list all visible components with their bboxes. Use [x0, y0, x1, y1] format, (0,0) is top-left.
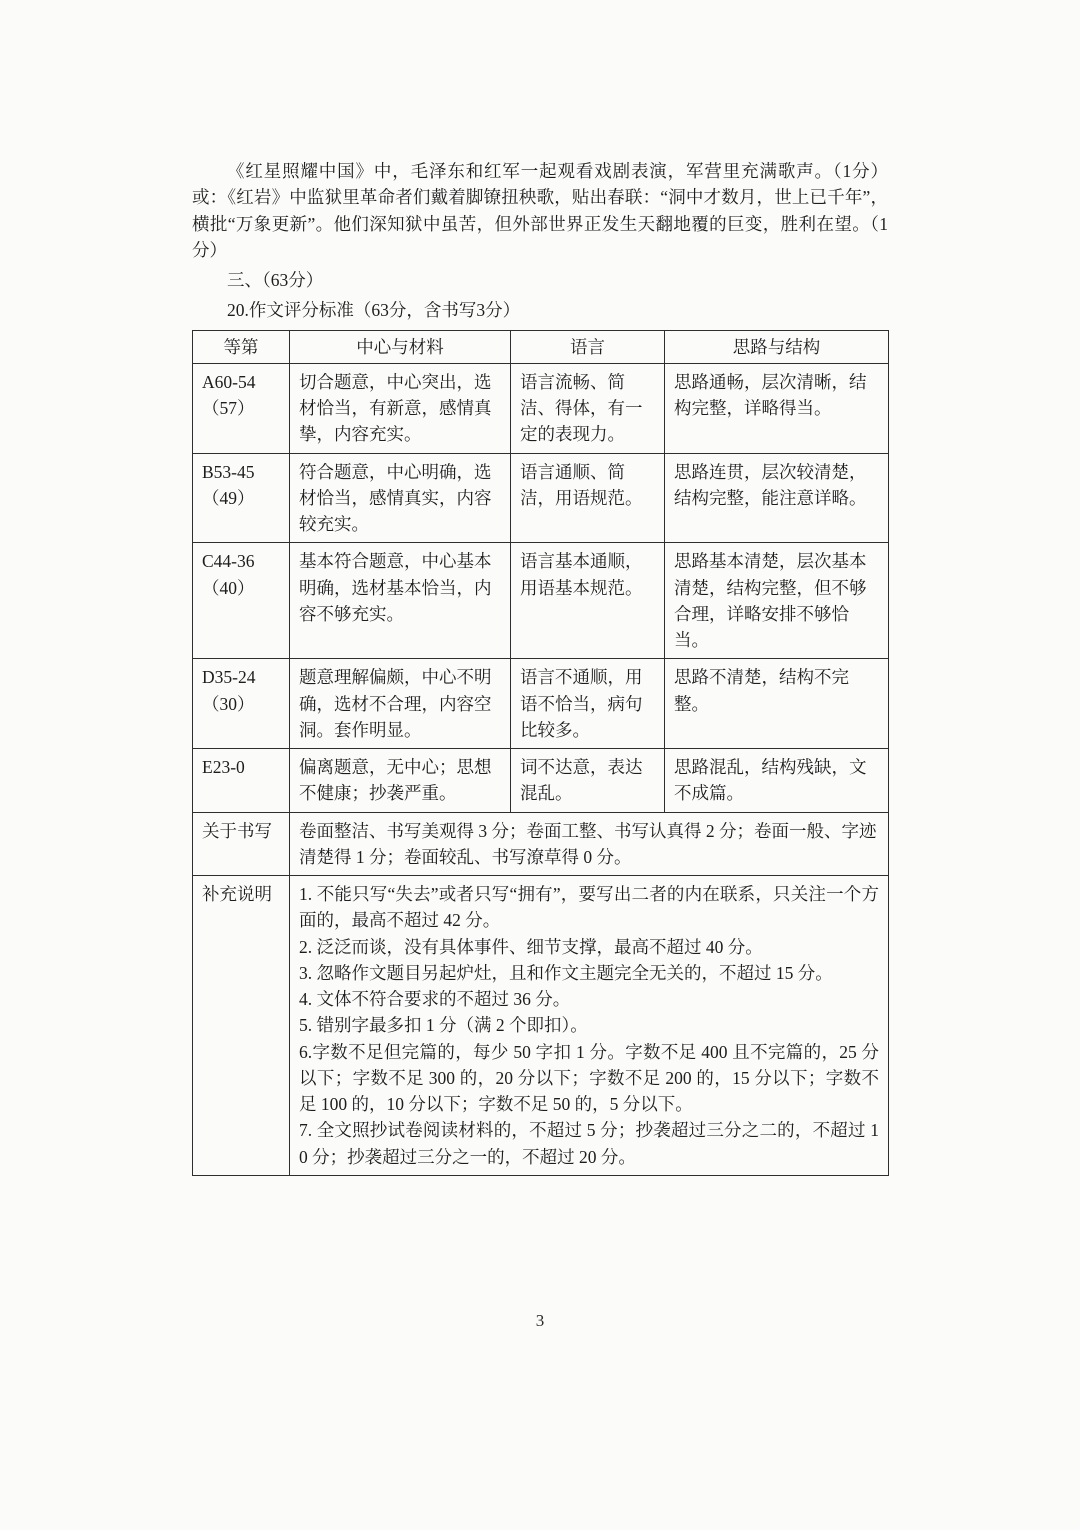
table-row-supplement — [193, 876, 889, 1176]
table-row-grade-c — [193, 543, 889, 659]
scoring-rubric-table — [192, 330, 889, 1176]
material-cell: 切合题意，中心突出，选材恰当，有新意，感情真挚，内容充实。 — [290, 363, 511, 453]
material-cell: 基本符合题意，中心基本明确，选材基本恰当，内容不够充实。 — [290, 543, 511, 659]
material-cell: 题意理解偏颇，中心不明确，选材不合理，内容空洞。套作明显。 — [290, 659, 511, 749]
page-number: 3 — [535, 1311, 545, 1330]
column-header-language: 语言 — [511, 330, 665, 363]
table-row-grade-a — [193, 363, 889, 453]
grade-cell — [193, 543, 290, 659]
grade-code: C44-36 — [202, 551, 255, 572]
supplement-item: 7. 全文照抄试卷阅读材料的，不超过 5 分；抄袭超过三分之二的，不超过 10 分；抄袭超过三分之一的，不超过 20 分。 — [299, 1120, 879, 1167]
table-row-grade-b — [193, 453, 889, 543]
grade-code: B53-45 — [202, 461, 255, 482]
grade-code: A60-54 — [202, 371, 256, 392]
supplement-item: 1. 不能只写“失去”或者只写“拥有”，要写出二者的内在联系，只关注一个方面的，最高不超过 42 分。 — [299, 884, 879, 931]
grade-score: （49） — [202, 487, 255, 508]
column-header-grade: 等第 — [193, 330, 290, 363]
structure-cell: 思路混乱，结构残缺，文不成篇。 — [665, 749, 889, 813]
language-cell: 语言不通顺，用语不恰当，病句比较多。 — [511, 659, 665, 749]
grade-score: （30） — [202, 693, 255, 714]
structure-cell: 思路不清楚，结构不完整。 — [665, 659, 889, 749]
table-row-handwriting — [193, 812, 889, 876]
table-row-grade-d — [193, 659, 889, 749]
grade-score: （57） — [202, 398, 255, 418]
handwriting-label: 关于书写 — [193, 812, 290, 876]
column-header-structure: 思路与结构 — [665, 330, 889, 363]
structure-cell: 思路基本清楚，层次基本清楚，结构完整，但不够合理，详略安排不够恰当。 — [665, 543, 889, 659]
supplement-label: 补充说明 — [193, 876, 290, 1176]
grade-code: D35-24 — [202, 667, 256, 688]
supplement-content — [290, 876, 889, 1176]
column-header-material: 中心与材料 — [290, 330, 511, 363]
answer-paragraph: 《红星照耀中国》中，毛泽东和红军一起观看戏剧表演，军营里充满歌声。（1分）或：《红岩》中监狱里革命者们戴着脚镣扭秧歌，贴出春联：“洞中才数月，世上已千年”，横批“万象更新”。他们深知狱中虽苦，但外部世界正发生天翻地覆的巨变，胜利在望。（1分） — [192, 161, 888, 260]
grade-score: （40） — [202, 577, 255, 598]
structure-cell: 思路连贯，层次较清楚，结构完整，能注意详略。 — [665, 453, 889, 543]
supplement-item: 5. 错别字最多扣 1 分（满 2 个即扣）。 — [299, 1015, 588, 1036]
language-cell: 语言基本通顺，用语基本规范。 — [511, 543, 665, 659]
grade-code: E23-0 — [202, 757, 245, 777]
supplement-item: 4. 文体不符合要求的不超过 36 分。 — [299, 989, 571, 1009]
handwriting-content: 卷面整洁、书写美观得 3 分；卷面工整、书写认真得 2 分；卷面一般、字迹清楚得 1 分；卷面较乱、书写潦草得 0 分。 — [290, 812, 889, 876]
grade-cell — [193, 659, 290, 749]
section-heading: 三、（63分） — [227, 270, 324, 290]
table-row-grade-e — [193, 749, 889, 813]
supplement-item: 3. 忽略作文题目另起炉灶，且和作文主题完全无关的，不超过 15 分。 — [299, 962, 833, 983]
language-cell: 语言通顺、简洁，用语规范。 — [511, 453, 665, 543]
grade-cell — [193, 453, 290, 543]
material-cell: 符合题意，中心明确，选材恰当，感情真实，内容较充实。 — [290, 453, 511, 543]
supplement-item: 6.字数不足但完篇的，每少 50 字扣 1 分。字数不足 400 且不完篇的，25 分以下；字数不足 300 的，20 分以下；字数不足 200 的，15 分以下；字数不足 100 的，10 分以下；字数不足 50 的，5 分以下。 — [299, 1041, 879, 1114]
language-cell: 语言流畅、简洁、得体，有一定的表现力。 — [511, 363, 665, 453]
rubric-title: 20.作文评分标准（63分，含书写3分） — [227, 300, 521, 321]
structure-cell: 思路通畅，层次清晰，结构完整，详略得当。 — [665, 363, 889, 453]
grade-cell — [193, 363, 290, 453]
grade-cell — [193, 749, 290, 813]
material-cell: 偏离题意，无中心；思想不健康；抄袭严重。 — [290, 749, 511, 813]
language-cell: 词不达意，表达混乱。 — [511, 749, 665, 813]
supplement-item: 2. 泛泛而谈，没有具体事件、细节支撑，最高不超过 40 分。 — [299, 936, 763, 957]
table-header-row — [193, 330, 889, 363]
